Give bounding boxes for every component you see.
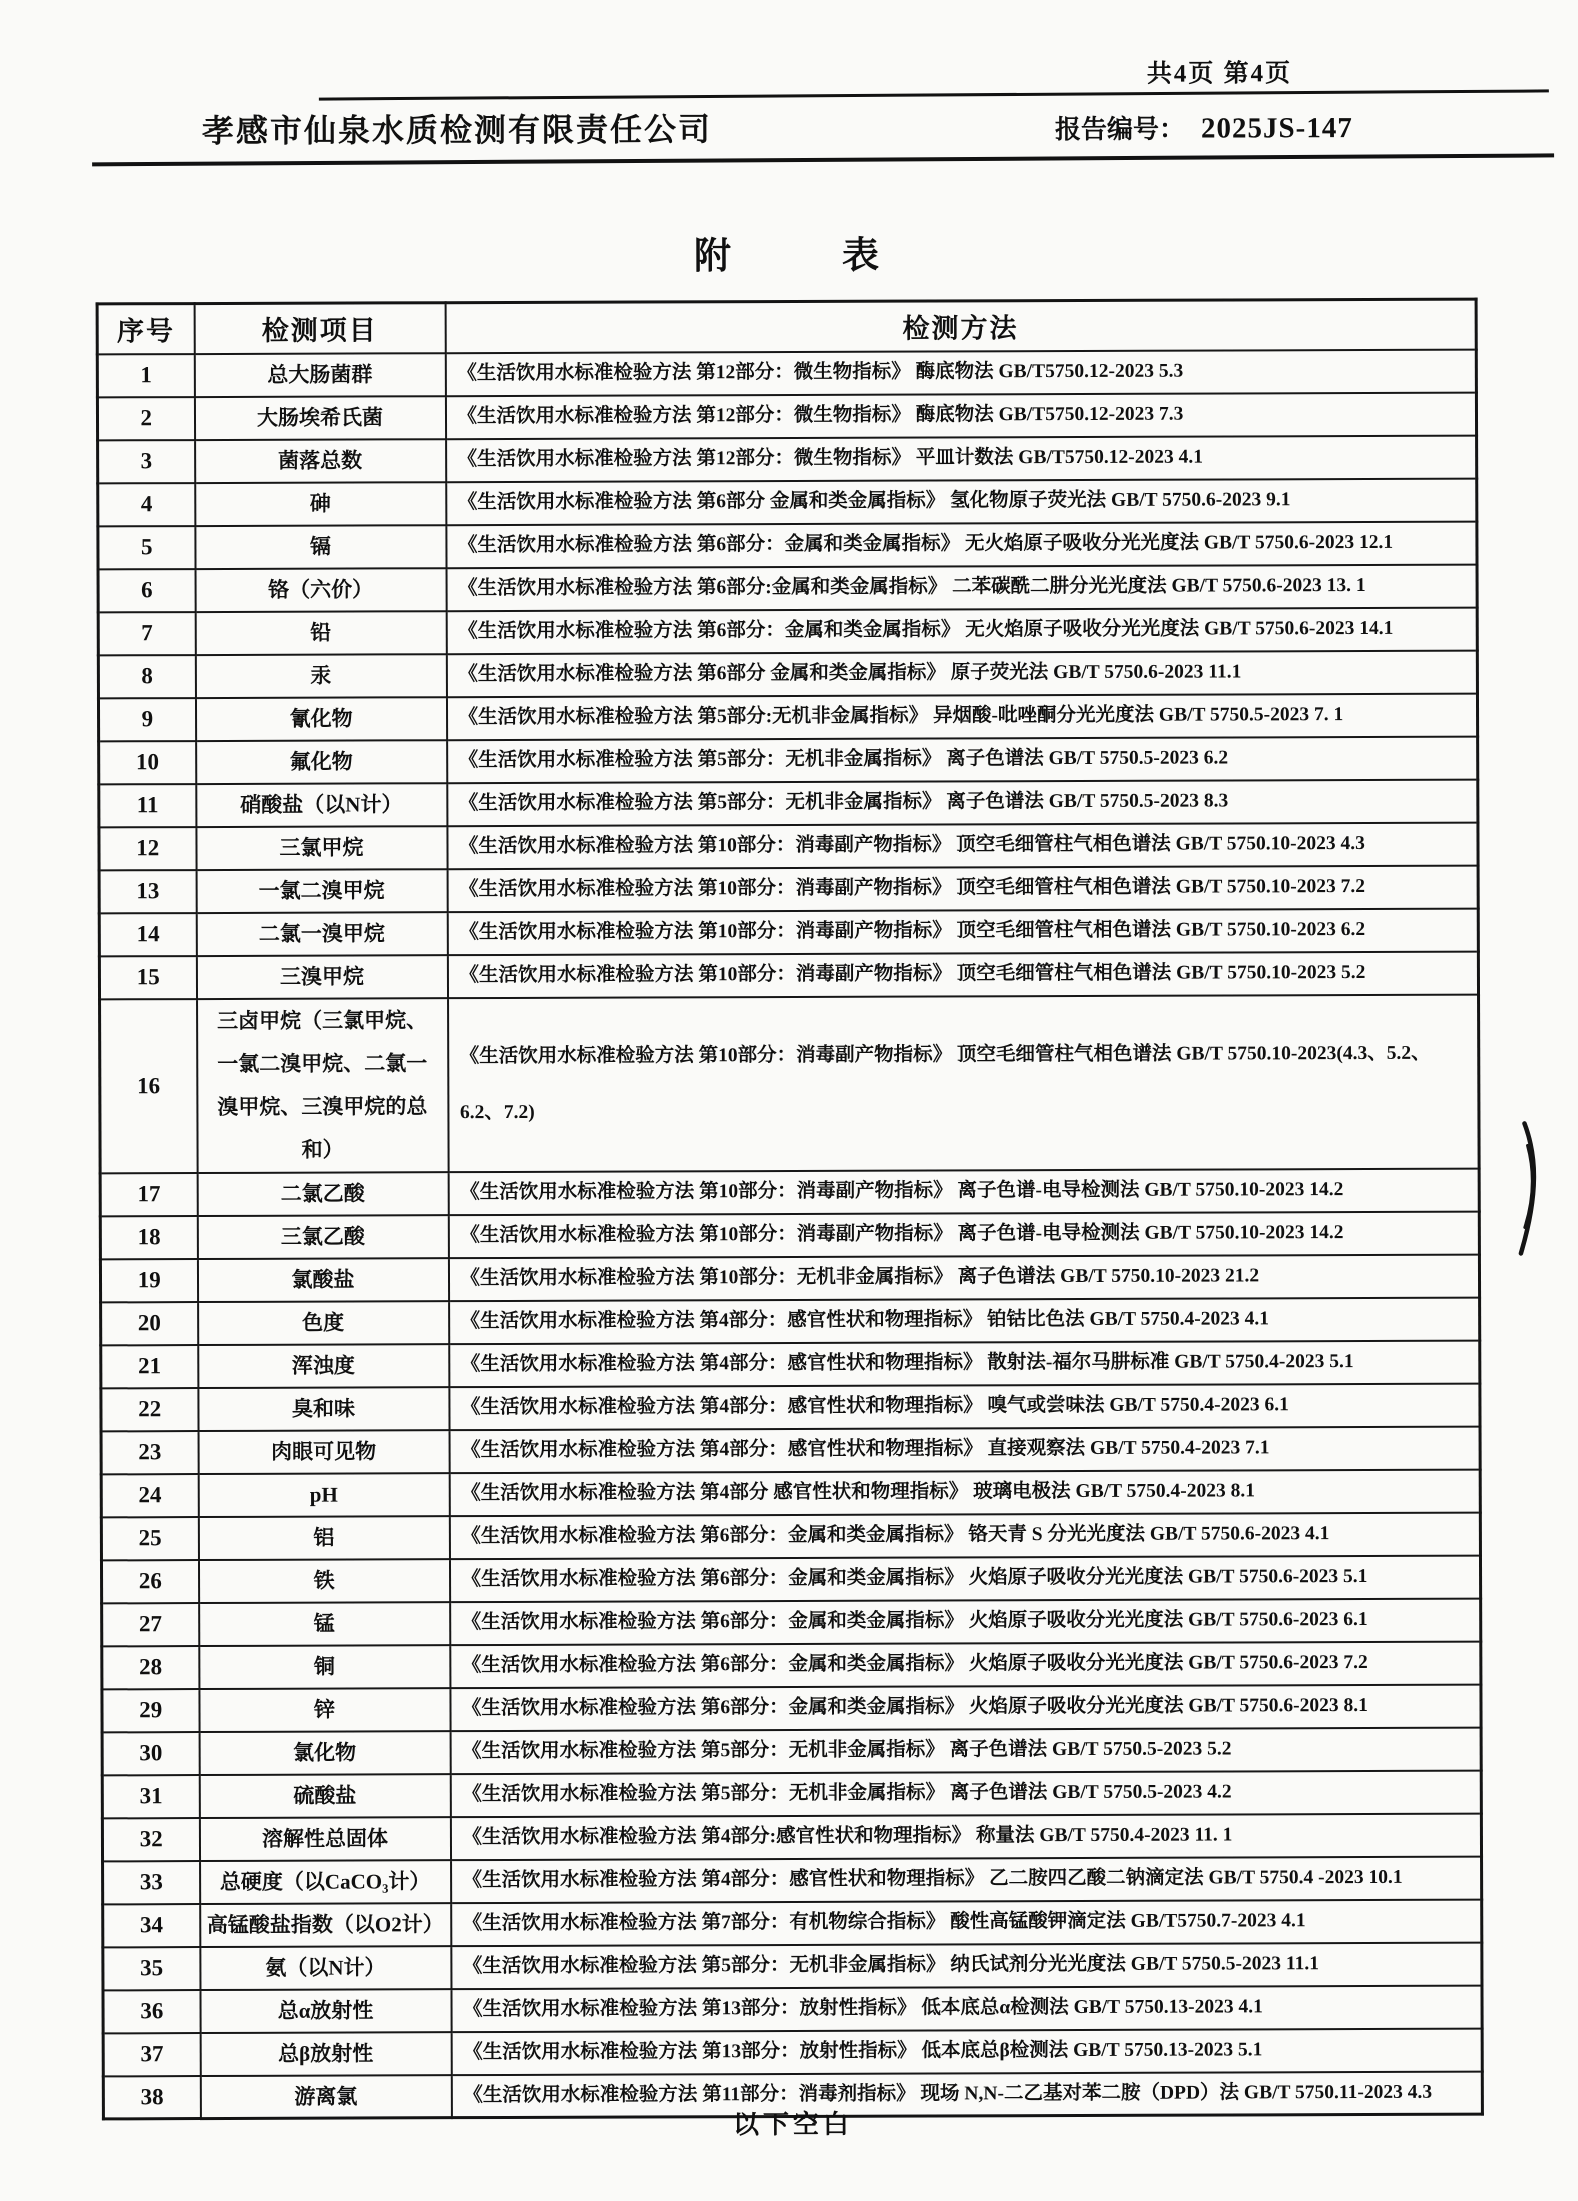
appendix-title: 附 表 xyxy=(693,235,880,278)
cell-item: 二氯一溴甲烷 xyxy=(196,912,447,956)
cell-item: 溶解性总固体 xyxy=(199,1817,450,1861)
table-row xyxy=(102,1641,1481,1689)
cell-item: 锰 xyxy=(199,1602,450,1646)
cell-method: 《生活饮用水标准检验方法 第5部分：无机非金属指标》 离子色谱法 GB/T 5750.5-2023 8.3 xyxy=(447,779,1478,826)
cell-item: 二氯乙酸 xyxy=(197,1172,448,1216)
table-row xyxy=(98,693,1477,741)
header-cell-method: 检测方法 xyxy=(445,299,1476,353)
cell-item: 氟化物 xyxy=(196,740,447,784)
table-row xyxy=(100,994,1480,1173)
cell-method: 《生活饮用水标准检验方法 第5部分：无机非金属指标》 纳氏试剂分光光度法 GB/T 5750.5-2023 11.1 xyxy=(451,1942,1482,1989)
cell-no: 1 xyxy=(97,354,194,397)
cell-method: 《生活饮用水标准检验方法 第4部分：感官性状和物理指标》 嗅气或尝味法 GB/T 5750.4-2023 6.1 xyxy=(449,1383,1480,1430)
cell-no: 37 xyxy=(103,2033,200,2076)
cell-item: 镉 xyxy=(195,525,446,569)
table-row xyxy=(101,1297,1480,1345)
cell-no: 27 xyxy=(102,1603,199,1646)
cell-method: 《生活饮用水标准检验方法 第5部分：无机非金属指标》 离子色谱法 GB/T 5750.5-2023 6.2 xyxy=(447,736,1478,783)
table-row xyxy=(98,607,1477,655)
cell-no: 38 xyxy=(103,2076,200,2119)
cell-item: 氯化物 xyxy=(199,1731,450,1775)
table-row xyxy=(98,650,1477,698)
table-row xyxy=(101,1383,1480,1431)
table-row xyxy=(101,1469,1480,1517)
table-row xyxy=(98,478,1477,526)
header-cell-item: 检测项目 xyxy=(194,303,445,354)
table-row xyxy=(99,908,1478,956)
cell-no: 4 xyxy=(98,483,195,526)
cell-no: 21 xyxy=(101,1345,198,1388)
cell-item: 铜 xyxy=(199,1645,450,1689)
table-row xyxy=(103,2028,1482,2076)
cell-method: 《生活饮用水标准检验方法 第11部分：消毒剂指标》 现场 N,N-二乙基对苯二胺（DPD）法 GB/T 5750.11-2023 4.3 xyxy=(451,2071,1482,2118)
cell-item: 高锰酸盐指数（以O2计） xyxy=(200,1903,451,1947)
report-number-line xyxy=(1055,108,1353,146)
cell-no: 22 xyxy=(101,1388,198,1431)
cell-no: 35 xyxy=(103,1947,200,1990)
cell-no: 26 xyxy=(101,1560,198,1603)
cell-item: 氯酸盐 xyxy=(197,1258,448,1302)
cell-no: 33 xyxy=(103,1861,200,1904)
cell-item: 菌落总数 xyxy=(195,439,446,483)
table-row xyxy=(102,1727,1481,1775)
cell-item: 肉眼可见物 xyxy=(198,1430,449,1474)
footer-blank-note: 以下空白 xyxy=(732,2109,854,2140)
table-row xyxy=(100,1211,1479,1259)
table-row xyxy=(102,1813,1481,1861)
table-row xyxy=(103,1942,1482,1990)
cell-method: 《生活饮用水标准检验方法 第4部分：感官性状和物理指标》 直接观察法 GB/T 5750.4-2023 7.1 xyxy=(449,1426,1480,1473)
cell-no: 14 xyxy=(99,913,196,956)
cell-item: 铁 xyxy=(198,1559,449,1603)
cell-method: 《生活饮用水标准检验方法 第4部分：感官性状和物理指标》 散射法-福尔马肼标准 GB/T 5750.4-2023 5.1 xyxy=(449,1340,1480,1387)
cell-item: 一氯二溴甲烷 xyxy=(196,869,447,913)
cell-method: 《生活饮用水标准检验方法 第6部分：金属和类金属指标》 火焰原子吸收分光光度法 GB/T 5750.6-2023 8.1 xyxy=(450,1684,1481,1731)
cell-item: 氨（以N计） xyxy=(200,1946,451,1990)
cell-method: 《生活饮用水标准检验方法 第6部分：金属和类金属指标》 无火焰原子吸收分光光度法 GB/T 5750.6-2023 14.1 xyxy=(446,607,1477,654)
cell-method: 《生活饮用水标准检验方法 第10部分：无机非金属指标》 离子色谱法 GB/T 5750.10-2023 21.2 xyxy=(448,1254,1479,1301)
cell-method: 《生活饮用水标准检验方法 第13部分：放射性指标》 低本底总β检测法 GB/T 5750.13-2023 5.1 xyxy=(451,2028,1482,2075)
report-number-value: 2025JS-147 xyxy=(1200,112,1353,145)
table-row xyxy=(99,951,1478,999)
table-row xyxy=(99,822,1478,870)
cell-item: 总硬度（以CaCO₃计） xyxy=(200,1860,451,1904)
cell-method: 《生活饮用水标准检验方法 第6部分：金属和类金属指标》 铬天青 S 分光光度法 GB/T 5750.6-2023 4.1 xyxy=(449,1512,1480,1559)
cell-no: 31 xyxy=(102,1775,199,1818)
cell-no: 34 xyxy=(103,1904,200,1947)
cell-item: 游离氯 xyxy=(200,2075,451,2119)
cell-method: 《生活饮用水标准检验方法 第13部分：放射性指标》 低本底总α检测法 GB/T 5750.13-2023 4.1 xyxy=(451,1985,1482,2032)
cell-no: 12 xyxy=(99,827,196,870)
cell-no: 25 xyxy=(101,1517,198,1560)
cell-item: 浑浊度 xyxy=(198,1344,449,1388)
cell-method: 《生活饮用水标准检验方法 第12部分：微生物指标》 酶底物法 GB/T5750.12-2023 7.3 xyxy=(445,392,1476,439)
table-row xyxy=(101,1340,1480,1388)
company-name: 孝感市仙泉水质检测有限责任公司 xyxy=(201,111,713,150)
cell-item: 铅 xyxy=(195,611,446,655)
cell-method: 《生活饮用水标准检验方法 第5部分:无机非金属指标》 异烟酸-吡唑酮分光光度法 GB/T 5750.5-2023 7. 1 xyxy=(446,693,1477,740)
cell-no: 28 xyxy=(102,1646,199,1689)
cell-method: 《生活饮用水标准检验方法 第10部分：消毒副产物指标》 顶空毛细管柱气相色谱法 GB/T 5750.10-2023(4.3、5.2、6.2、7.2) xyxy=(448,994,1480,1172)
cell-method: 《生活饮用水标准检验方法 第10部分：消毒副产物指标》 离子色谱-电导检测法 GB/T 5750.10-2023 14.2 xyxy=(448,1168,1479,1215)
table-row xyxy=(103,1856,1482,1904)
cell-method: 《生活饮用水标准检验方法 第6部分:金属和类金属指标》 二苯碳酰二肼分光光度法 GB/T 5750.6-2023 13. 1 xyxy=(446,564,1477,611)
cell-method: 《生活饮用水标准检验方法 第5部分：无机非金属指标》 离子色谱法 GB/T 5750.5-2023 4.2 xyxy=(450,1770,1481,1817)
cell-no: 16 xyxy=(100,999,198,1174)
cell-no: 8 xyxy=(98,655,195,698)
table-body xyxy=(97,349,1482,2119)
table-row xyxy=(103,1899,1482,1947)
cell-item: 色度 xyxy=(198,1301,449,1345)
cell-no: 30 xyxy=(102,1732,199,1775)
table-row xyxy=(100,1254,1479,1302)
cell-no: 15 xyxy=(99,956,196,999)
table-row xyxy=(97,349,1476,397)
cell-no: 11 xyxy=(99,784,196,827)
table-row xyxy=(103,1985,1482,2033)
cell-item: 总β放射性 xyxy=(200,2032,451,2076)
cell-no: 24 xyxy=(101,1474,198,1517)
cell-item: pH xyxy=(198,1473,449,1517)
header-cell-no: 序号 xyxy=(97,304,194,354)
cell-no: 20 xyxy=(101,1302,198,1345)
table-row xyxy=(101,1512,1480,1560)
cell-method: 《生活饮用水标准检验方法 第10部分：消毒副产物指标》 顶空毛细管柱气相色谱法 GB/T 5750.10-2023 4.3 xyxy=(447,822,1478,869)
cell-item: 硫酸盐 xyxy=(199,1774,450,1818)
cell-method: 《生活饮用水标准检验方法 第6部分：金属和类金属指标》 火焰原子吸收分光光度法 GB/T 5750.6-2023 6.1 xyxy=(450,1598,1481,1645)
report-number-label: 报告编号： xyxy=(1054,113,1186,145)
cell-item: 臭和味 xyxy=(198,1387,449,1431)
cell-no: 17 xyxy=(100,1173,197,1216)
header-bottom-rule xyxy=(92,153,1554,166)
cell-method: 《生活饮用水标准检验方法 第6部分：金属和类金属指标》 无火焰原子吸收分光光度法 GB/T 5750.6-2023 12.1 xyxy=(446,521,1477,568)
cell-item: 大肠埃希氏菌 xyxy=(194,396,445,440)
cell-item: 硝酸盐（以N计） xyxy=(196,783,447,827)
cell-method: 《生活饮用水标准检验方法 第7部分：有机物综合指标》 酸性高锰酸钾滴定法 GB/T5750.7-2023 4.1 xyxy=(451,1899,1482,1946)
page-number-info: 共4页 第4页 xyxy=(1146,60,1293,88)
table-row xyxy=(99,736,1478,784)
table-row xyxy=(102,1684,1481,1732)
table-row xyxy=(98,564,1477,612)
scan-artifact-mark xyxy=(1500,1115,1561,1265)
table-row xyxy=(100,1168,1479,1216)
cell-item: 铬（六价） xyxy=(195,568,446,612)
cell-no: 7 xyxy=(98,612,195,655)
method-table xyxy=(96,298,1484,2121)
cell-item: 砷 xyxy=(195,482,446,526)
cell-no: 3 xyxy=(98,440,195,483)
cell-method: 《生活饮用水标准检验方法 第4部分：感官性状和物理指标》 铂钴比色法 GB/T 5750.4-2023 4.1 xyxy=(449,1297,1480,1344)
table-row xyxy=(97,392,1476,440)
table-row xyxy=(102,1770,1481,1818)
table-header-row xyxy=(97,299,1476,354)
cell-method: 《生活饮用水标准检验方法 第6部分 金属和类金属指标》 氢化物原子荧光法 GB/T 5750.6-2023 9.1 xyxy=(446,478,1477,525)
cell-method: 《生活饮用水标准检验方法 第12部分：微生物指标》 平皿计数法 GB/T5750.12-2023 4.1 xyxy=(446,435,1477,482)
cell-item: 三氯甲烷 xyxy=(196,826,447,870)
cell-item: 锌 xyxy=(199,1688,450,1732)
table-row xyxy=(102,1598,1481,1646)
cell-method: 《生活饮用水标准检验方法 第10部分：消毒副产物指标》 顶空毛细管柱气相色谱法 GB/T 5750.10-2023 5.2 xyxy=(447,951,1478,998)
cell-item: 氰化物 xyxy=(195,697,446,741)
cell-method: 《生活饮用水标准检验方法 第10部分：消毒副产物指标》 离子色谱-电导检测法 GB/T 5750.10-2023 14.2 xyxy=(448,1211,1479,1258)
cell-no: 19 xyxy=(100,1259,197,1302)
cell-no: 10 xyxy=(99,741,196,784)
cell-method: 《生活饮用水标准检验方法 第6部分：金属和类金属指标》 火焰原子吸收分光光度法 GB/T 5750.6-2023 5.1 xyxy=(449,1555,1480,1602)
cell-item: 总大肠菌群 xyxy=(194,353,445,397)
cell-method: 《生活饮用水标准检验方法 第6部分 金属和类金属指标》 原子荧光法 GB/T 5750.6-2023 11.1 xyxy=(446,650,1477,697)
table-row xyxy=(99,865,1478,913)
table-row xyxy=(101,1426,1480,1474)
table-row xyxy=(99,779,1478,827)
cell-item: 铝 xyxy=(198,1516,449,1560)
cell-method: 《生活饮用水标准检验方法 第10部分：消毒副产物指标》 顶空毛细管柱气相色谱法 GB/T 5750.10-2023 7.2 xyxy=(447,865,1478,912)
cell-no: 32 xyxy=(102,1818,199,1861)
cell-method: 《生活饮用水标准检验方法 第10部分：消毒副产物指标》 顶空毛细管柱气相色谱法 GB/T 5750.10-2023 6.2 xyxy=(447,908,1478,955)
cell-no: 9 xyxy=(98,698,195,741)
cell-item: 汞 xyxy=(195,654,446,698)
cell-method: 《生活饮用水标准检验方法 第4部分 感官性状和物理指标》 玻璃电极法 GB/T 5750.4-2023 8.1 xyxy=(449,1469,1480,1516)
cell-no: 36 xyxy=(103,1990,200,2033)
cell-item: 三溴甲烷 xyxy=(196,955,447,999)
cell-no: 2 xyxy=(97,397,194,440)
cell-item: 总α放射性 xyxy=(200,1989,451,2033)
cell-no: 18 xyxy=(100,1216,197,1259)
cell-no: 29 xyxy=(102,1689,199,1732)
cell-method: 《生活饮用水标准检验方法 第4部分:感官性状和物理指标》 称量法 GB/T 5750.4-2023 11. 1 xyxy=(450,1813,1481,1860)
cell-method: 《生活饮用水标准检验方法 第6部分：金属和类金属指标》 火焰原子吸收分光光度法 GB/T 5750.6-2023 7.2 xyxy=(450,1641,1481,1688)
table-row xyxy=(101,1555,1480,1603)
cell-item: 三氯乙酸 xyxy=(197,1215,448,1259)
cell-no: 6 xyxy=(98,569,195,612)
cell-method: 《生活饮用水标准检验方法 第5部分：无机非金属指标》 离子色谱法 GB/T 5750.5-2023 5.2 xyxy=(450,1727,1481,1774)
table-row xyxy=(98,521,1477,569)
cell-method: 《生活饮用水标准检验方法 第12部分：微生物指标》 酶底物法 GB/T5750.12-2023 5.3 xyxy=(445,349,1476,396)
cell-no: 23 xyxy=(101,1431,198,1474)
cell-no: 13 xyxy=(99,870,196,913)
header-top-rule xyxy=(319,89,1549,100)
cell-method: 《生活饮用水标准检验方法 第4部分：感官性状和物理指标》 乙二胺四乙酸二钠滴定法 GB/T 5750.4 -2023 10.1 xyxy=(451,1856,1482,1903)
cell-item: 三卤甲烷（三氯甲烷、一氯二溴甲烷、二氯一溴甲烷、三溴甲烷的总和） xyxy=(197,998,449,1173)
table-row xyxy=(98,435,1477,483)
cell-no: 5 xyxy=(98,526,195,569)
